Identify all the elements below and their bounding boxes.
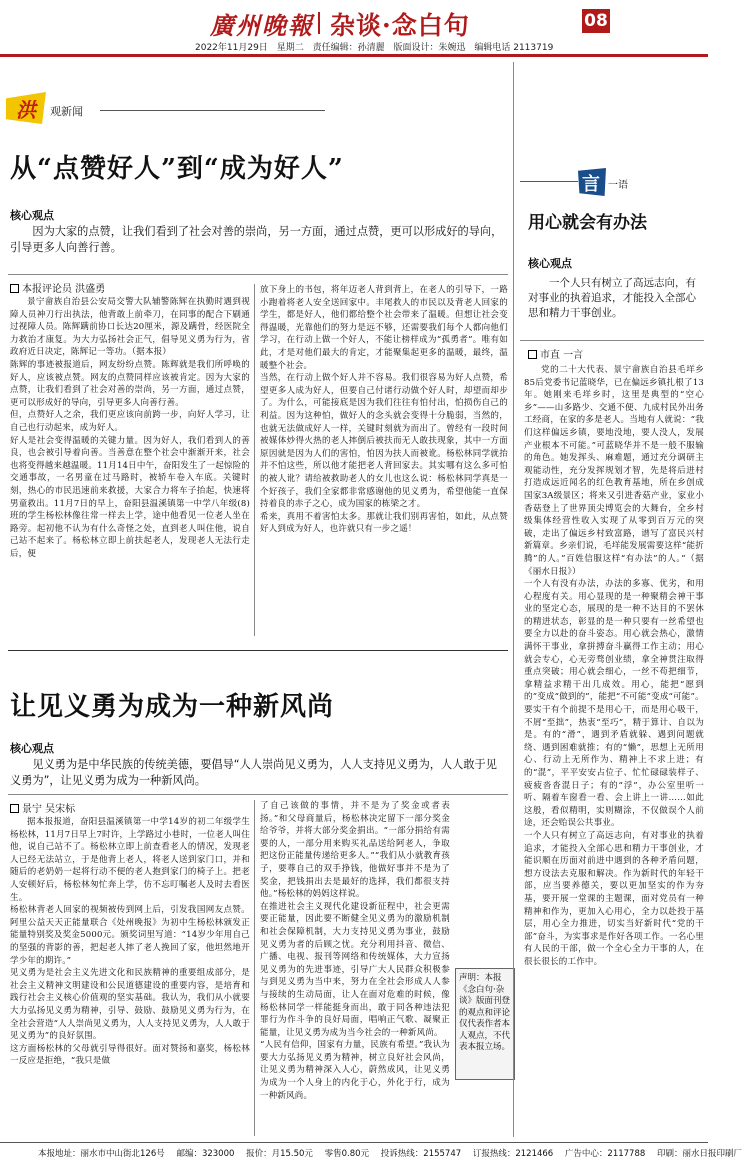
article2-byline <box>10 800 75 815</box>
right-divider <box>520 340 704 341</box>
byline-box-icon <box>10 804 19 813</box>
right-byline <box>528 346 583 361</box>
article2-byline-text: 景宁 吴宋标 <box>22 804 76 815</box>
right-kicker: 核心观点 <box>528 257 572 270</box>
right-lead: 一个人只有树立了高远志向，有对事业的执着追求，才能投入全部心思和精力干事创业。 <box>528 277 696 319</box>
article2-lead: 见义勇为是中华民族的传统美德，要倡导“人人崇尚见义勇为，人人支持见义勇为，人人敢于见义勇为”，让见义勇为成为一种新风尚。 <box>10 758 497 787</box>
byline-box-icon <box>10 284 19 293</box>
article1-lead: 因为大家的点赞，让我们看到了社会对善的崇尚，另一方面，通过点赞，更可以形成好的导向，引导更多人向善行善。 <box>10 225 503 254</box>
article2-kicker: 核心观点 <box>10 742 54 755</box>
right-badge-label: 一语 <box>608 180 628 191</box>
designer-credit: 版面设计：朱婉迅 <box>393 43 466 53</box>
article1-column-2: 放下身上的书包，将年迈老人背到背上，在老人的引导下，一路小跑着将老人安全送回家中。丰尾救人的市民以及背老人回家的学生，都是好人，他们都给整个社会带来了温暖。但想让社会变得温暖，光靠他们的努力是远不够，还需要我们每个人都向他们学习，在行动上做一个好人，不能让榜样成为“孤勇者”。唯有如此，才是对他们最大的肯定，才能聚集起更多的温暖，最终，温暖整个社会。 当然，在行动上做个好人并不容易。我们很容易为好人点赞，希望更多人成为好人，但要自己付诸行动做个好人时，却望而却步了。为什么，可能接底是因为我们往往有怕付出，怕损伤自己的利益。因为这种怕，做好人的念头就会变得十分脆弱，当然的，也就无法做成好人一样，关键时刻就为而出了。曾经有一段时间被媒体炒得火热的老人摔倒后被扶而无人敢扶现象，其中一方面原因就是因为人们的害怕，怕因为扶人而被讹。杨松林同学就抬并不怕这些，所以他才能把老人背回家去。其实哪有这么多可怕的被人讹？请给被救助老人的女儿也这么说：杨松林同学真是一个好孩子，我们全家都非常感谢他的见义勇为，希望他能一直保持着良的赤子之心，成为国家的栋梁之才。 希来，真用不着害怕太多。那就让我们别再害怕，如此，从点赞好人到成为好人，也许就只有一步之遥！ <box>260 285 508 535</box>
footer-subscribe: 订报热线：2121466 <box>472 1149 554 1159</box>
article1-headline: 从“点赞好人”到“成为好人” <box>10 154 344 184</box>
footer-ad-line: 广告中心：2117788 <box>564 1149 646 1159</box>
right-body: 党的二十大代表、景宁畲族自治县毛垟乡85后党委书记蓝晓华，已在偏远乡镇扎根了13年。她刚来毛垟乡时，这里是典型的“空心乡”——山多路少、交通不便、九成村民外出务工经商，在家的多是老人。当地有人就说：“我们这样偏远乡镇，要地没地，要人没人，发展产业根本不可能。”可蓝晓华并不是一般不服输的角色。她发挥头、麻难题，通过充分调研主观能动性，充分发挥规划才智，先是将后进村打造成远近闻名的红色教育基地，所在乡创成国家3A级景区；将来又引进香菇产业，家业小香菇登上了世界顶尖博览会的大舞台，全乡村级集体经营性收入实现了从零到百万元的突破，走出了偏远乡村致富路，谱写了富民兴村新篇章。乡亲们说，毛垟能发展需要这样“能折腾”的人。”百姓信服这样“有办法”的人。”（据《丽水日报》） 一个人有没有办法，办法的多寡、优劣，和用心程度有关。用心显现的是一种聚精会神干事业的坚定心态，展现的是一种不达目的不罢休的精进状态，彰显的是一种只要有一丝希望也要全力以赴的奋斗姿态。用心就会热心，激情满怀干事业，拿拼搏奋斗赢得工作主动；用心就会专心，心无旁骛创业绩，拿全神贯注取得重点突破；用心就会细心，一丝不苟把细节，拿精益求精干出几成效。用心，能把“愿到的”变成“做到的”，能把“不可能”变成“可能”。 要实干有个前提不是用心干，而是用心吸干，不屑“至拙”，热衷“至巧”，精于算计、自以为是。有的“滑”，遇到矛盾就躲、遇到问题就绕、遇到困难就推；有的“懒”，思想上无所用心、行动上无所作为、精神上不求上进；有的“混”，平平安安占位子、忙忙碌碌装样子、疲疲沓沓混日子；有的“浮”，办公室里听一听、隔着车窗看一看、会上讲上一讲……如此这般，看似精明，实则糊涂，不仅做误个人前途，还会贻误公共事业。 一个人只有树立了高远志向，有对事业的执着追求，才能投入全部心思和精力干事创业，才能识顺在历面对前进中遇到的各种矛盾问题，想方设法去克服和解决。作为新时代的年轻干部，应当要养德关，要以更加坚实的作为夯基，要开展一堂课的主题课，面对党员有一种精神和作为，更加入心用心，全力以赴投于基层，用心全力推进，切实当好新时代“党的干部”奋斗，为实事求是作好各项工作。一名心里有人民的干部，做一个全心全力干事的人，在很长很长的工作中。 <box>524 365 704 967</box>
article2-top-rule <box>8 650 508 651</box>
right-byline-text: 市直 一言 <box>540 350 584 361</box>
footer-retail: 零售0.80元 <box>324 1149 370 1159</box>
column-badge-rule <box>100 110 325 111</box>
footer-printer: 印刷：丽水日报印刷厂 <box>656 1149 742 1159</box>
article1-kicker: 核心观点 <box>10 209 54 222</box>
right-headline: 用心就会有办法 <box>528 213 647 233</box>
column-badge-label: 观新闻 <box>50 105 83 118</box>
column-badge-char: 洪 <box>16 98 36 122</box>
issue-weekday: 星期二 <box>276 43 304 53</box>
paper-name: 廣州晚報 <box>210 11 314 40</box>
article2-column-rule <box>254 800 255 1136</box>
article1-column-rule <box>254 284 255 636</box>
section-name: 杂谈·念白句 <box>330 11 470 40</box>
article2-headline: 让见义勇为成为一种新风尚 <box>10 692 335 722</box>
article2-divider <box>8 794 508 795</box>
statement-box: 声明：本报《念白句·杂谈》版面刊登的观点和评论仅代表作者本人观点，不代表本报立场。 <box>455 968 515 1080</box>
footer-address: 本报地址：丽水市中山街北126号 <box>38 1149 165 1159</box>
article1-divider <box>8 274 508 275</box>
article2-column-1: 据本报报道，奋阳县温溪镇第一中学14岁的初二年级学生杨松林，11月7日早上7时许，上学路过小巷时，一位老人叫住他，说自己站不了。杨松林立即上前查看老人的情况，发现老人已经无法站立，于是他背上老人，将老人送到家门口，并和随后的老奶奶一起将行动不便的老人抱到家门的椅子上。把老人安顿好后，杨松林匆忙奔上学，仿不忘叮嘱老人及时去看医生。 杨松林背老人回家的视频被传到网上后，引发我国网友点赞。阿里公益天天正能量联合《处州晚报》为初中生杨松林颁发正能量特别奖及奖金5000元。颁奖词里写道：“14岁少年用自己的坚强的背影的善，把起老人摔了老人挽回了家，他坦然地开学少年的期许。” 见义勇为是社会主义先进文化和民族精神的重要组成部分，是社会主义精神文明建设和公民道德建设的重要内容，是培育和践行社会主义核心价值观的坚实基础。我认为，我们从小就要大力弘扬见义勇为精神，引导、鼓励、鼓励见义勇为行为，在全社会营造“人人崇尚见义勇为，人人支持见义勇为，人人敢于见义勇为”的良好氛围。 这方面杨松林的父母就引导得很好。面对赞扬和嘉奖，杨松林一反应是拒绝，“我只是做 <box>10 817 250 1067</box>
byline-box-icon <box>528 350 537 359</box>
masthead-divider <box>318 12 320 34</box>
footer-price: 报价：月15.50元 <box>246 1149 313 1159</box>
footer-rule <box>0 1142 708 1143</box>
editor-hotline: 编辑电话 2113719 <box>474 43 554 53</box>
footer <box>38 1147 751 1159</box>
right-badge-char: 言 <box>582 174 600 195</box>
masthead-rule <box>0 54 708 57</box>
right-badge-rule <box>520 181 578 182</box>
article1-byline <box>10 280 105 295</box>
page-number: 08 <box>582 9 610 33</box>
footer-ad-phone: 投诉热线：2155747 <box>380 1149 462 1159</box>
footer-postcode: 邮编：323000 <box>176 1149 235 1159</box>
article2-column-2: 了自己该做的事情，并不是为了奖金或者表扬。”和父母商量后，杨松林决定留下一部分奖金给爷爷，并将大部分奖金捐出。“一部分捐给有需要的人，一部分用来购买礼品送给阿老人，争取把这份正能量传递给更多人。”“我们从小就教育孩子，要尊自己的双手挣钱，他做好事并不是为了奖金，把钱捐出去是最好的选择，我们都很支持他。”杨松林的妈妈这样说。 在推进社会主义现代化建设新征程中，社会更需要正能量，因此要不断健全见义勇为的激励机制和社会保障机制，大力支持见义勇为事业，鼓励见义勇为者的后顾之忧。充分利用抖音、微信、广播、电视、报刊等网络和传统媒体，大力宣扬见义勇为的先进事迹，引导广大人民群众积极参与到见义勇为当中来，努力在全社会形成人人参与接续的生动局面，让人在面对危难的时候，像杨松林同学一样能挺身而出，敢于同各种违法犯罪行为作斗争的良好局面，唱响正气歌、凝聚正能量，让见义勇为成为当今社会的一种新风尚。 “人民有信仰，国家有力量，民族有希望。”我认为要大力弘扬见义勇为精神，树立良好社会风尚，让见义勇为精神深入人心，蔚然成风，让见义勇为成为一个人身上的内化于心，外化于行，成为一种新风尚。 <box>260 801 450 1101</box>
editor-credit: 责任编辑：孙清麗 <box>312 43 385 53</box>
article1-column-1: 景宁畲族自治县公安局交警大队辅警陈辉在执勤时遇到视障人员神刀行出执法，他背敢上前牵刀，在同事的配合下刷通过视障人员。陈辉蹒前协口长达20厘米，源及蹒骨，经医院全力救治才康复。为大力弘扬社会正气，倡导见义勇为行为，省政府近日决定，陈辉记一等功。（据本报） 陈辉的事迹被报道后，网友纷纷点赞。陈辉就是我们所呼唤的好人，应该被点赞。网友的点赞同样应该被肯定。因为大家的点赞，让我们看到了社会对善的崇尚，另一方面，通过点赞，更可以形成好的导向，引导更多人向善行善。 但，点赞好人之余，我们更应该向前跨一步，向好人学习，让自己也行动起来，成为好人。 好人是社会变得温暖的关键力量。因为好人，我们看到人的善良，也会被引导着向善。当善意在整个社会中渐渐开来，社会也将变得越来越温暖。11月14日中午，奋阳发生了一起惊险的交通事故，一名男童在过马路时，被轿车卷入车底。关键时刻，热心的市民迅速前来救援，大家合力将车子抬起，快速将男童救出。11月7日的早上，奋阳县温溪镇第一中学八年级(8)班的学生杨松林像往常一样去上学，途中他看见一位老人坐在路旁。起初他不认为有什么奇怪之处，直到老人叫住他，说自己站不起来了。杨松林立即上前扶起老人，发现老人无法行走后，便 <box>10 297 250 559</box>
issue-date: 2022年11月29日 <box>195 43 268 53</box>
right-column-rule <box>513 62 514 1137</box>
masthead-meta <box>195 40 559 53</box>
article1-byline-text: 本报评论员 洪盛勇 <box>22 284 106 295</box>
